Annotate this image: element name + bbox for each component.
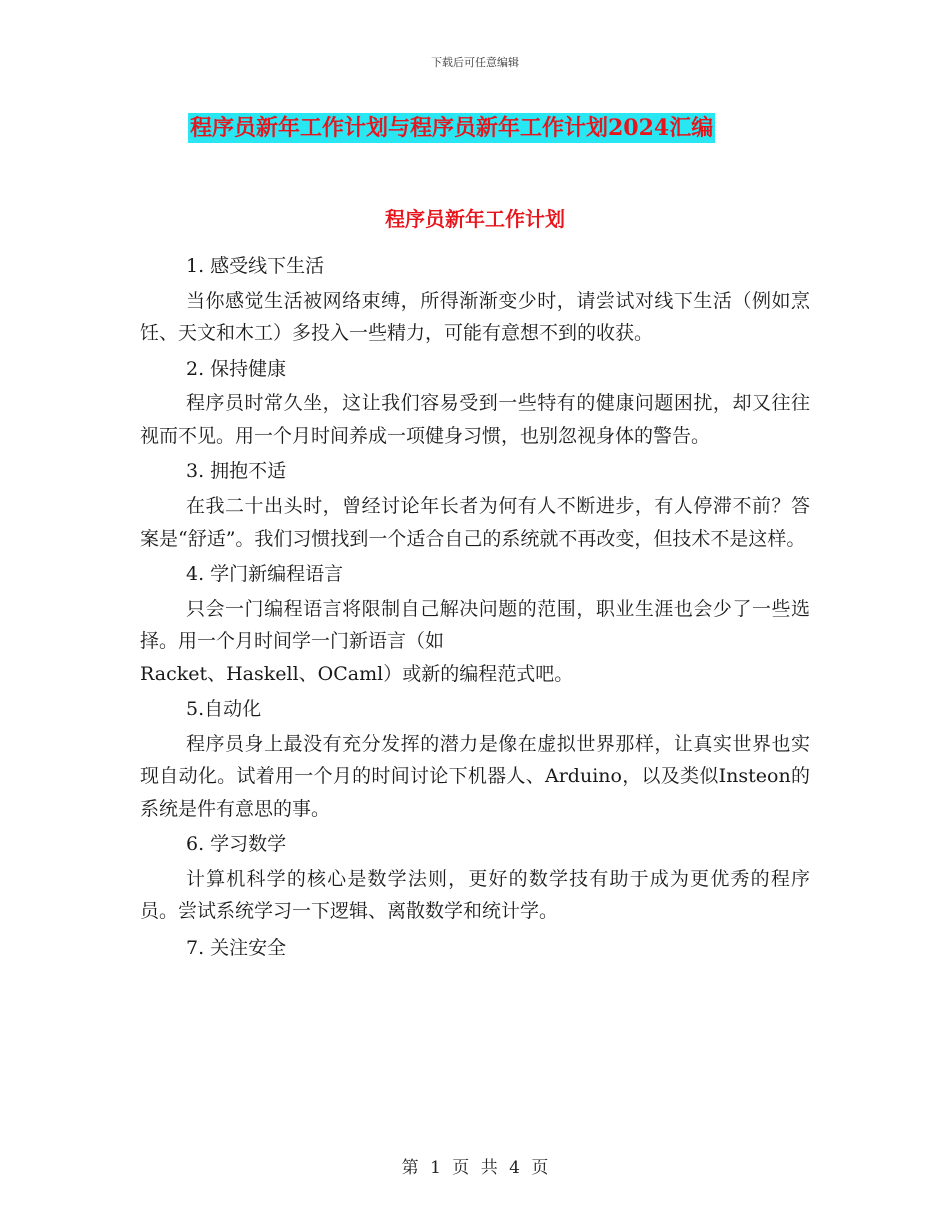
section-heading-3: 3. 拥抱不适	[186, 460, 287, 483]
section-heading-4: 4. 学门新编程语言	[186, 563, 344, 586]
section-heading-5: 5.自动化	[186, 698, 262, 721]
section-heading-7: 7. 关注安全	[186, 936, 287, 959]
section-paragraph-6: 计算机科学的核心是数学法则，更好的数学技有助于成为更优秀的程序员。尝试系统学习一下逻辑、离散数学和统计学。	[140, 868, 810, 923]
document-body	[140, 250, 810, 967]
section-paragraph-2: 程序员时常久坐，这让我们容易受到一些特有的健康问题困扰，却又往往视而不见。用一个月时间养成一项健身习惯，也别忽视身体的警告。	[140, 392, 810, 447]
header-note: 下载后可任意编辑	[431, 56, 519, 69]
section-paragraph-1: 当你感觉生活被网络束缚，所得渐渐变少时，请尝试对线下生活（例如烹饪、天文和木工）多投入一些精力，可能有意想不到的收获。	[140, 289, 810, 345]
section-heading-6: 6. 学习数学	[186, 833, 287, 856]
section-title: 程序员新年工作计划	[385, 207, 565, 231]
section-paragraph-4-continued: Racket、Haskell、OCaml）或新的编程范式吧。	[140, 662, 574, 685]
page-footer: 第 1 页 共 4 页	[401, 1158, 549, 1178]
document-title: 程序员新年工作计划与程序员新年工作计划2024汇编	[190, 115, 714, 141]
section-heading-2: 2. 保持健康	[186, 357, 287, 380]
section-paragraph-5: 程序员身上最没有充分发挥的潜力是像在虚拟世界那样，让真实世界也实现自动化。试着用一个月的时间讨论下机器人、Arduino，以及类似Insteon的系统是件有意思的事。	[140, 732, 810, 820]
section-paragraph-4: 只会一门编程语言将限制自己解决问题的范围，职业生涯也会少了一些选择。用一个月时间学一门新语言（如	[140, 597, 810, 653]
section-paragraph-3: 在我二十出头时，曾经讨论年长者为何有人不断进步，有人停滞不前？答案是“舒适”。我们习惯找到一个适合自己的系统就不再改变，但技术不是这样。	[140, 495, 810, 550]
section-heading-1: 1. 感受线下生活	[186, 255, 325, 277]
